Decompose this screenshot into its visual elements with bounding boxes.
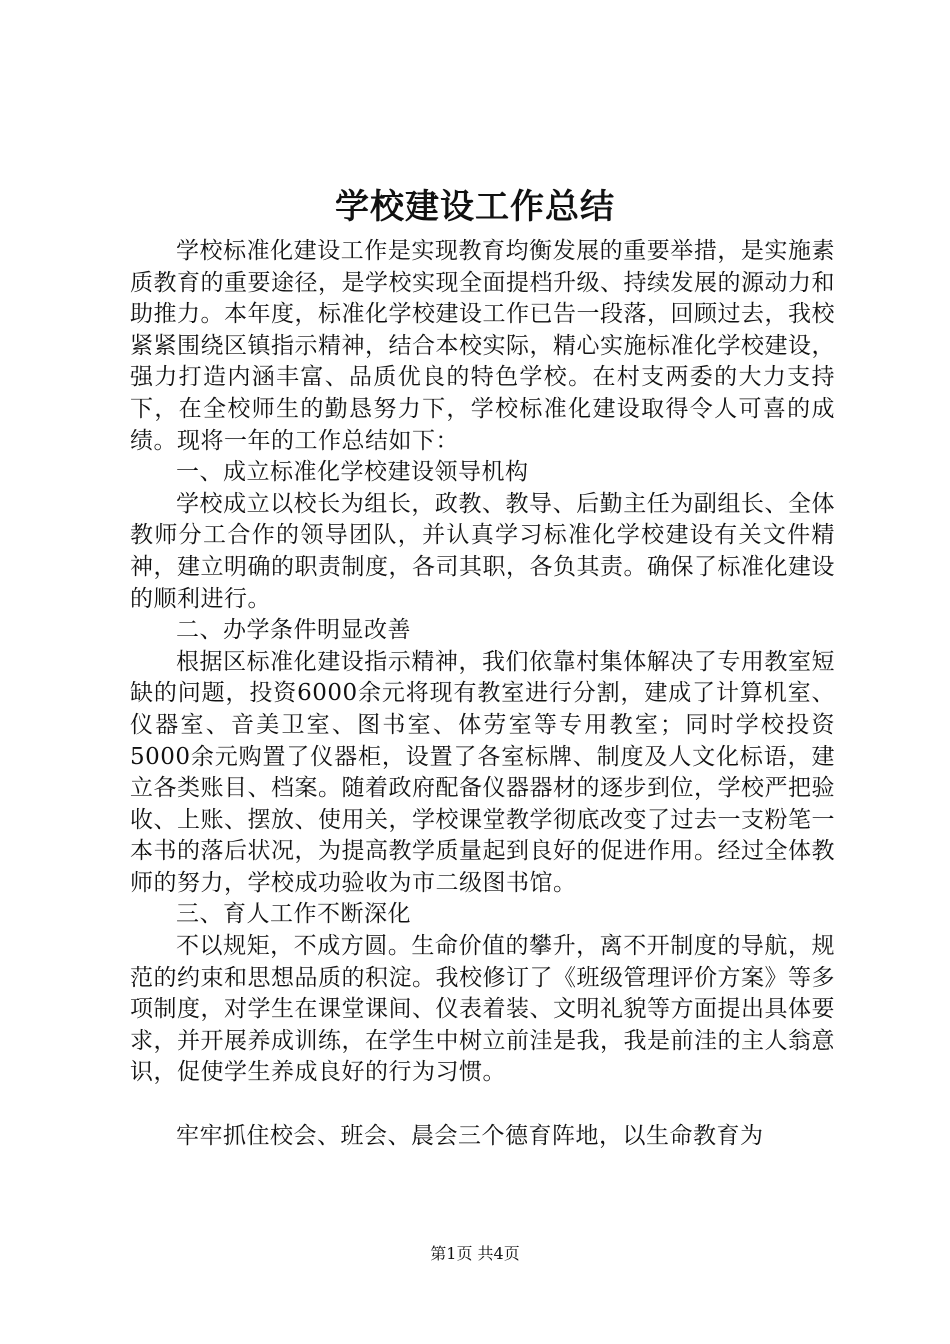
document-body: [130, 236, 835, 1153]
section-heading-2: 二、办学条件明显改善: [176, 617, 411, 644]
section-heading-3: 三、育人工作不断深化: [176, 901, 411, 928]
document-title: 学校建设工作总结: [335, 187, 615, 227]
section-heading-1: 一、成立标准化学校建设领导机构: [176, 459, 529, 486]
paragraph-section-3: 不以规矩，不成方圆。生命价值的攀升，离不开制度的导航，规范的约束和思想品质的积淀。我校修订了《班级管理评价方案》等多项制度，对学生在课堂课间、仪表着装、文明礼貌等方面提出具体要求，并开展养成训练，在学生中树立前洼是我，我是前洼的主人翁意识，促使学生养成良好的行为习惯。: [130, 933, 835, 1086]
paragraph-section-3-continued: 牢牢抓住校会、班会、晨会三个德育阵地，以生命教育为: [176, 1123, 764, 1150]
page-number-footer: 第1页 共4页: [430, 1244, 520, 1263]
paragraph-section-1: 学校成立以校长为组长，政教、教导、后勤主任为副组长、全体教师分工合作的领导团队，并认真学习标准化学校建设有关文件精神，建立明确的职责制度，各司其职，各负其责。确保了标准化建设的顺利进行。: [130, 490, 835, 612]
paragraph-intro: 学校标准化建设工作是实现教育均衡发展的重要举措，是实施素质教育的重要途径，是学校实现全面提档升级、持续发展的源动力和助推力。本年度，标准化学校建设工作已告一段落，回顾过去，我校紧紧围绕区镇指示精神，结合本校实际，精心实施标准化学校建设，强力打造内涵丰富、品质优良的特色学校。在村支两委的大力支持下，在全校师生的勤恳努力下，学校标准化建设取得令人可喜的成绩。现将一年的工作总结如下：: [130, 238, 835, 454]
paragraph-section-2: 根据区标准化建设指示精神，我们依靠村集体解决了专用教室短缺的问题，投资6000余元将现有教室进行分割，建成了计算机室、仪器室、音美卫室、图书室、体劳室等专用教室；同时学校投资5000余元购置了仪器柜，设置了各室标牌、制度及人文化标语，建立各类账目、档案。随着政府配备仪器器材的逐步到位，学校严把验收、上账、摆放、使用关，学校课堂教学彻底改变了过去一支粉笔一本书的落后状况，为提高教学质量起到良好的促进作用。经过全体教师的努力，学校成功验收为市二级图书馆。: [130, 648, 835, 896]
